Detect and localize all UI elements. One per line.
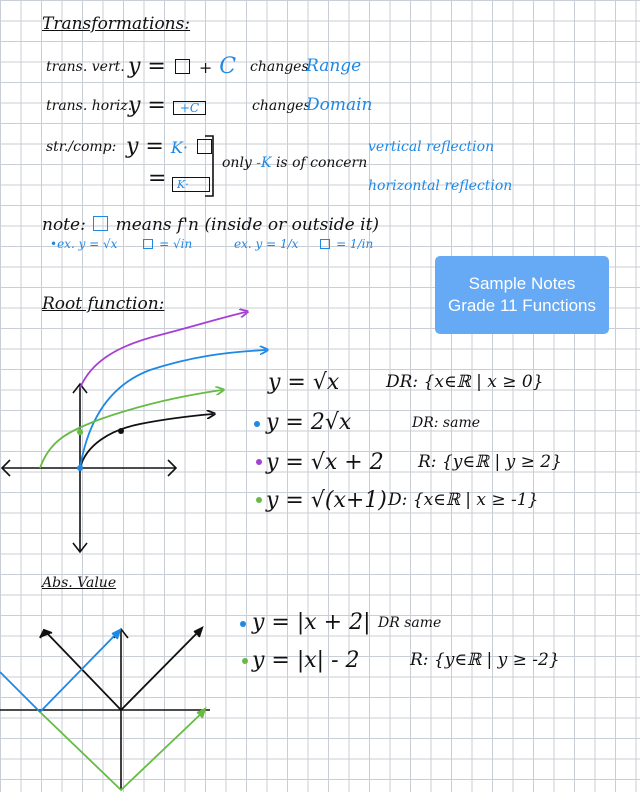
str-equation: y = K· — [126, 136, 214, 158]
vert-label: trans. vert. — [46, 59, 125, 75]
root-r-3: R: {y∈ℝ | y ≥ 2} — [418, 452, 562, 472]
page-title: Transformations: — [42, 14, 191, 34]
bullet-purple — [256, 459, 262, 465]
abs-green-v — [40, 710, 205, 790]
note-line: note: means f'n (inside or outside it) — [42, 215, 380, 235]
horiz-target: Domain — [306, 95, 373, 115]
str-equation-2: = — [148, 166, 167, 191]
abs-r-2: R: {y∈ℝ | y ≥ -2} — [410, 650, 560, 670]
abs-eq-2: y = |x| - 2 — [252, 648, 360, 673]
curve-sqrt-x-plus-2 — [80, 312, 246, 388]
root-dr-2: DR: same — [412, 415, 481, 431]
str-label: str./comp: — [46, 139, 117, 155]
root-eq-4: y = √(x+1) — [266, 488, 387, 513]
root-point-origin — [77, 465, 83, 471]
root-heading: Root function: — [42, 294, 165, 314]
root-point-green — [77, 429, 83, 435]
abs-eq-1: y = |x + 2| — [252, 610, 371, 635]
curve-sqrt-x — [80, 414, 213, 468]
only-text: only -K is of concern — [222, 155, 368, 171]
badge-line-2: Grade 11 Functions — [447, 296, 597, 315]
vert-target: Range — [306, 56, 362, 76]
horiz-equation: y = +C — [128, 95, 206, 117]
vertical-reflection: vertical reflection — [368, 139, 495, 155]
root-eq-3: y = √x + 2 — [266, 450, 384, 475]
root-point-black — [118, 428, 124, 434]
vert-changes: changes — [250, 59, 309, 75]
str-box-2: K· — [172, 177, 210, 192]
curve-2sqrt-x — [80, 350, 266, 468]
abs-heading: Abs. Value — [42, 575, 117, 591]
note-example-2: ex. y = 1/x = 1/in — [234, 237, 374, 251]
root-eq-1: y = √x — [268, 370, 340, 395]
abs-blue-v — [0, 630, 120, 712]
bullet-green — [256, 497, 262, 503]
note-example-1: •ex. y = √x = √in — [50, 237, 193, 251]
bullet-blue — [254, 421, 260, 427]
horiz-label: trans. horiz. — [46, 98, 133, 114]
abs-black-v — [44, 628, 202, 710]
curve-sqrt-x-plus-1 — [40, 390, 222, 468]
right-bracket-icon — [205, 136, 213, 196]
root-d-4: D: {x∈ℝ | x ≥ -1} — [388, 490, 539, 510]
root-eq-2: y = 2√x — [266, 410, 352, 435]
horiz-box: +C — [173, 101, 206, 115]
root-dr-1: DR: {x∈ℝ | x ≥ 0} — [386, 372, 544, 392]
abs-dr-1: DR same — [378, 615, 442, 631]
bullet-blue — [240, 621, 246, 627]
vert-equation: y = + C — [128, 54, 237, 79]
horiz-changes: changes — [252, 98, 311, 114]
bullet-green — [242, 658, 248, 664]
badge-line-1: Sample Notes — [468, 274, 576, 293]
horizontal-reflection: horizontal reflection — [368, 178, 513, 194]
